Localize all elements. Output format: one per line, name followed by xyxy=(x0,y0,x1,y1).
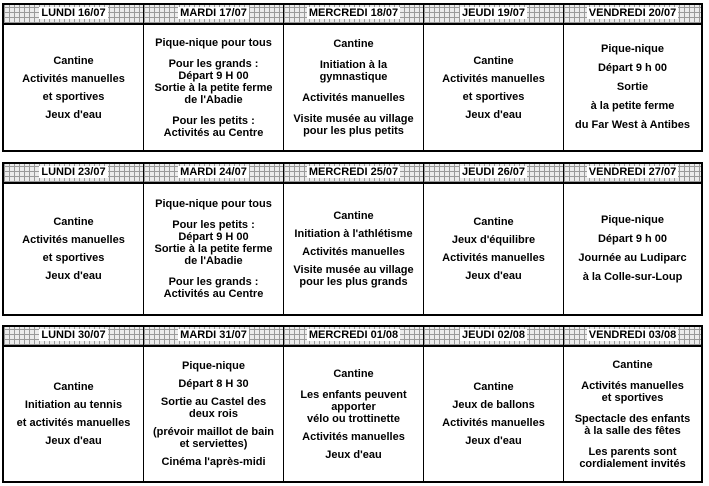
day-cell-jeudi xyxy=(424,347,564,481)
activity-line: à la petite ferme xyxy=(590,100,675,112)
activity-line: à la Colle-sur-Loup xyxy=(582,271,683,283)
activity-line: Départ 8 H 30 xyxy=(178,378,249,390)
activity-line: et sportives xyxy=(462,90,525,103)
day-header-vendredi: VENDREDI 03/08 xyxy=(564,327,701,347)
activity-line: Jeux d'eau xyxy=(325,448,382,461)
activity-line: Départ 9 h 00 xyxy=(597,233,668,245)
activity-line: et serviettes) xyxy=(179,438,248,450)
activity-line: Jeux de ballons xyxy=(452,399,535,411)
week-2-table xyxy=(2,162,703,316)
activity-line: Pour les petits : xyxy=(172,114,255,127)
activity-line: Activités manuelles xyxy=(302,430,405,443)
activity-line: Sortie à la petite ferme xyxy=(154,81,273,94)
day-header-jeudi: JEUDI 02/08 xyxy=(424,327,564,347)
activity-line: à la salle des fêtes xyxy=(584,424,681,437)
activity-line: Jeux d'équilibre xyxy=(451,234,536,246)
day-cell-lundi xyxy=(4,184,144,314)
day-cell-mercredi xyxy=(284,347,424,481)
activity-line: Spectacle des enfants xyxy=(574,412,691,425)
activity-line: Journée au Ludiparc xyxy=(578,252,687,264)
activity-line: Cantine xyxy=(53,381,94,393)
activity-line: Cinéma l'après-midi xyxy=(161,456,266,468)
day-cell-mercredi xyxy=(284,184,424,314)
activity-line: Cantine xyxy=(473,54,514,67)
activity-line: Sortie au Castel des xyxy=(160,396,267,408)
activity-line: Cantine xyxy=(333,210,374,222)
activity-line: Jeux d'eau xyxy=(45,435,102,447)
activity-line: Initiation au tennis xyxy=(24,399,123,411)
day-cell-vendredi xyxy=(564,347,701,481)
activity-line: apporter xyxy=(331,400,376,413)
activity-line: Cantine xyxy=(333,38,374,50)
day-header-mercredi: MERCREDI 18/07 xyxy=(284,5,424,25)
activity-line: Visite musée au village xyxy=(293,264,414,276)
day-header-jeudi: JEUDI 26/07 xyxy=(424,164,564,184)
activity-line: Les parents sont xyxy=(588,445,677,458)
day-cell-jeudi xyxy=(424,25,564,150)
day-cell-mardi xyxy=(144,184,284,314)
activity-line: Activités au Centre xyxy=(163,126,264,139)
activity-line: Pour les grands : xyxy=(168,276,259,288)
activity-line: Activités manuelles xyxy=(442,252,545,264)
activity-line: Activités manuelles xyxy=(22,72,125,85)
activity-line: Jeux d'eau xyxy=(465,270,522,282)
activity-line: Départ 9 H 00 xyxy=(178,231,249,243)
activity-line: et sportives xyxy=(601,391,664,404)
activity-line: Activités manuelles xyxy=(581,379,684,392)
activity-line: Sortie xyxy=(616,81,649,93)
activity-line: Jeux d'eau xyxy=(45,270,102,282)
day-header-lundi: LUNDI 16/07 xyxy=(4,5,144,25)
day-cell-vendredi xyxy=(564,25,701,150)
day-cell-mercredi xyxy=(284,25,424,150)
activity-line: Cantine xyxy=(333,367,374,380)
day-cell-mardi xyxy=(144,25,284,150)
activity-line: Départ 9 H 00 xyxy=(178,69,249,82)
activity-line: Initiation à l'athlétisme xyxy=(294,228,413,240)
activity-line: de l'Abadie xyxy=(184,255,243,267)
activity-line: gymnastique xyxy=(319,71,388,83)
day-header-lundi: LUNDI 23/07 xyxy=(4,164,144,184)
activity-line: (prévoir maillot de bain xyxy=(152,426,275,438)
activity-line: pour les plus grands xyxy=(299,276,408,288)
activity-line: du Far West à Antibes xyxy=(575,119,690,131)
activity-line: Cantine xyxy=(612,358,653,371)
activity-line: Activités manuelles xyxy=(22,234,125,246)
activity-line: Pique-nique xyxy=(601,43,664,55)
activity-line: Activités manuelles xyxy=(442,417,545,429)
activity-line: Activités manuelles xyxy=(302,92,405,104)
day-header-vendredi: VENDREDI 27/07 xyxy=(564,164,701,184)
week-3-table xyxy=(2,325,703,483)
day-header-vendredi: VENDREDI 20/07 xyxy=(564,5,701,25)
activity-line: et activités manuelles xyxy=(16,417,131,429)
day-cell-lundi xyxy=(4,25,144,150)
activity-line: de l'Abadie xyxy=(184,93,243,106)
activity-line: Activités manuelles xyxy=(302,246,405,258)
activity-line: Pour les petits : xyxy=(172,219,255,231)
activity-line: Jeux d'eau xyxy=(45,108,102,121)
day-cell-vendredi xyxy=(564,184,701,314)
activity-line: Activités au Centre xyxy=(163,288,264,300)
day-header-jeudi: JEUDI 19/07 xyxy=(424,5,564,25)
day-header-mardi: MARDI 31/07 xyxy=(144,327,284,347)
activity-line: Jeux d'eau xyxy=(465,108,522,121)
activity-line: vélo ou trottinette xyxy=(307,412,400,425)
activity-line: et sportives xyxy=(42,90,105,103)
week-1-table xyxy=(2,3,703,152)
activity-line: cordialement invités xyxy=(579,457,686,470)
day-header-mercredi: MERCREDI 01/08 xyxy=(284,327,424,347)
activity-line: Activités manuelles xyxy=(442,72,545,85)
day-header-mardi: MARDI 17/07 xyxy=(144,5,284,25)
activity-line: pour les plus petits xyxy=(303,125,404,137)
day-header-mercredi: MERCREDI 25/07 xyxy=(284,164,424,184)
activity-line: Visite musée au village xyxy=(293,113,414,125)
activity-line: Cantine xyxy=(473,381,514,393)
activity-line: Jeux d'eau xyxy=(465,435,522,447)
day-cell-mardi xyxy=(144,347,284,481)
activity-line: Pique-nique pour tous xyxy=(155,198,272,210)
activity-line: Pique-nique xyxy=(182,360,245,372)
activity-line: Pour les grands : xyxy=(168,57,259,70)
activity-line: et sportives xyxy=(42,252,105,264)
activity-line: Cantine xyxy=(53,216,94,228)
day-cell-jeudi xyxy=(424,184,564,314)
activity-line: Les enfants peuvent xyxy=(300,388,407,401)
activity-line: deux rois xyxy=(189,408,238,420)
activity-line: Pique-nique xyxy=(601,214,664,226)
day-cell-lundi xyxy=(4,347,144,481)
activity-line: Pique-nique pour tous xyxy=(155,36,272,49)
activity-line: Départ 9 h 00 xyxy=(597,62,668,74)
day-header-mardi: MARDI 24/07 xyxy=(144,164,284,184)
activity-line: Initiation à la xyxy=(319,59,388,71)
activity-line: Cantine xyxy=(473,216,514,228)
activity-line: Sortie à la petite ferme xyxy=(154,243,273,255)
activity-line: Cantine xyxy=(53,54,94,67)
day-header-lundi: LUNDI 30/07 xyxy=(4,327,144,347)
